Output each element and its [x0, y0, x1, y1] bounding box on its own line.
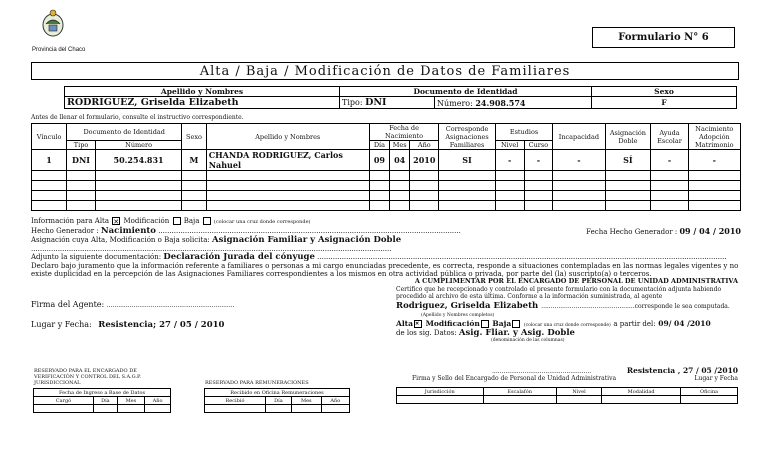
cell-tipo: DNI [67, 150, 96, 171]
col-escalafon: Escalafón [483, 388, 556, 396]
admin-place-date: Resistencia , 27 / 05 /2010 [626, 366, 738, 375]
col-anio: Año [410, 141, 439, 150]
generator-date-label: Fecha Hecho Generador : [586, 227, 678, 236]
form-number: Formulario N° 6 [592, 27, 735, 48]
request-value: Asignación Familiar y Asignación Doble [212, 235, 402, 245]
col-estudios: Estudios [495, 124, 553, 141]
agent-sex: F [592, 97, 737, 109]
info-alta-label: Alta [94, 217, 110, 225]
page-title: Alta / Baja / Modificación de Datos de Familiares [31, 62, 739, 80]
info-section [31, 217, 741, 279]
cell-doble: SÍ [605, 150, 651, 171]
place-label: Lugar y Fecha: [31, 320, 92, 329]
col-mes: Mes [390, 141, 410, 150]
admin-from-label: a partir del: [613, 320, 656, 328]
col-curso: Curso [524, 141, 553, 150]
col-r-mes: Mes [291, 397, 321, 405]
admin-data-label: de los sig. Datos: [396, 328, 457, 337]
reserved-verification: RESERVADO PARA EL ENCARGADO DE VERIFICACIÓN Y CONTROL DEL S.A.G.P. JURISDICCIONAL [34, 368, 141, 386]
agent-doc-number: 24.908.574 [475, 97, 526, 108]
col-jurisdiccion: Jurisdicción [397, 388, 484, 396]
agent-doc-type-label: Tipo: [342, 98, 363, 107]
admin-data-line [396, 327, 738, 338]
col-doble: Asignación Doble [605, 124, 651, 150]
firma-label: Firma del Agente: [31, 300, 105, 309]
agent-name-header: Apellido y Nombres [65, 87, 340, 97]
col-f-mes: Mes [117, 397, 144, 405]
instruction-note: Antes de llenar el formulario, consulte el instructivo correspondiente. [31, 114, 244, 121]
info-prefix: Información para [31, 217, 93, 225]
col-incapacidad: Incapacidad [553, 124, 605, 150]
place-date-value: Resistencia; 27 / 05 / 2010 [98, 320, 225, 330]
alta-checkbox[interactable]: ✕ [113, 218, 120, 226]
generator-label: Hecho Generador : [31, 226, 99, 235]
admin-title: A CUMPLIMENTAR POR EL ENCARGADO DE PERSONAL DE UNIDAD ADMINISTRATIVA [414, 277, 738, 285]
jurisdiccion-table [396, 387, 738, 404]
generator-date: 09 / 04 / 2010 [679, 225, 741, 236]
col-j-nivel: Nivel [556, 388, 601, 396]
cell-nombre: CHANDA RODRIGUEZ, Carlos Nahuel [206, 150, 369, 171]
admin-alta-checkbox[interactable]: ✕ [414, 320, 422, 328]
family-table [31, 123, 741, 211]
cell-numero: 50.254.831 [95, 150, 181, 171]
cell-dia: 09 [369, 150, 389, 171]
info-baja-label: Baja [183, 217, 200, 225]
admin-sig-label: Firma y Sello del Encargado de Personal de Unidad Administrativa [412, 375, 617, 382]
admin-signature: .................................................... Resistencia , 27 / 05 /2010 Firma y Sello del Encargado de Personal de Unidad Administrativa Lugar y Fecha [412, 366, 738, 382]
col-r-anio: Año [321, 397, 349, 405]
col-r-dia: Día [266, 397, 292, 405]
col-asignaciones: Corresponde Asignaciones Familiares [439, 124, 495, 150]
admin-block [396, 278, 738, 345]
col-f-dia: Día [94, 397, 118, 405]
agent-place-date [31, 320, 224, 330]
table-row [32, 191, 741, 201]
cell-asignaciones: SI [439, 150, 495, 171]
cell-incapacidad: - [553, 150, 605, 171]
col-tipo: Tipo [67, 141, 96, 150]
col-vinculo: Vínculo [32, 124, 67, 150]
agent-doc-type: DNI [365, 97, 387, 108]
declaration-text: Declaro bajo juramento que la información referente a familiares o personas a mi cargo enunciadas precedente, es correcta, responde a situaciones contempladas en las normas legales vigentes y no existe duplicidad en la percepción de las Asignaciones Familiares correspondientes a los mismos en otra actividad pública o privada, por parte del (la) suscripto(a) o terceros. [31, 261, 739, 278]
col-ayuda: Ayuda Escolar [651, 124, 688, 150]
attach-label: Adjunto la siguiente documentación: [31, 253, 162, 261]
request-label: Asignación cuya Alta, Modificación o Baja solicita: [31, 236, 210, 244]
admin-name-suffix: corresponde le sea computada. [634, 302, 730, 310]
admin-modificacion-label: Modificación [425, 319, 480, 328]
col-nacimiento: Nacimiento Adopción Matrimonio [688, 124, 740, 150]
admin-data-hint: (denominación de las columnas) [491, 338, 565, 343]
province-seal-icon [40, 8, 66, 40]
col-documento: Documento de Identidad [67, 124, 182, 141]
col-fecha: Fecha de Nacimiento [369, 124, 439, 141]
admin-from-date: 09/ 04 /2010 [658, 319, 711, 328]
admin-name-hint: (Apellido y Nombres completos) [421, 312, 495, 318]
generator-value: Nacimiento [100, 225, 156, 236]
col-apellido: Apellido y Nombres [206, 124, 369, 150]
agent-name: RODRIGUEZ, Griselda Elizabeth [65, 97, 340, 109]
col-oficina: Oficina [681, 388, 738, 396]
fecha-ingreso-header: Fecha de Ingreso a Base de Datos [34, 389, 171, 397]
cell-ayuda: - [651, 150, 688, 171]
admin-data-value: Asig. Fliar. y Asig. Doble [458, 327, 575, 338]
recibido-header: Recibido en Oficina Remuneraciones [205, 389, 350, 397]
cell-curso: - [524, 150, 553, 171]
admin-hint: (colocar una cruz donde corresponde) [523, 323, 611, 328]
table-row [32, 201, 741, 211]
col-f-anio: Año [145, 397, 171, 405]
col-recibio: Recibió [205, 397, 266, 405]
cell-anio: 2010 [410, 150, 439, 171]
admin-name: Rodriguez, Griselda Elizabeth [396, 300, 539, 311]
province-name: Provincia del Chaco [32, 47, 86, 53]
agent-signature: Firma del Agente: ................................................................... [31, 300, 235, 309]
col-dia: Día [369, 141, 389, 150]
verification-table [33, 388, 171, 413]
agent-table [64, 86, 737, 109]
admin-name-line: Rodriguez, Griselda Elizabeth .................................................corresponde le sea computada. [396, 300, 730, 311]
admin-text: Certifico que he recepcionado y controlado el presente formulario con la documentación adjunta habiendo procedido al archivo de esta última. Conforme a la información suministrada, al agente [396, 285, 722, 300]
info-hint: (colocar una cruz donde corresponde) [213, 219, 311, 225]
reserved-remuneraciones: RESERVADO PARA REMUNERACIONES [205, 380, 309, 386]
remuneraciones-table [204, 388, 350, 413]
col-modalidad: Modalidad [602, 388, 681, 396]
table-row [32, 181, 741, 191]
modificacion-checkbox[interactable] [173, 217, 181, 225]
baja-checkbox[interactable] [203, 217, 211, 225]
table-row [32, 171, 741, 181]
generator-line: Hecho Generador : Nacimiento ........................................................................................................................................ Fecha Hecho Generador : 09 / 04 / 2010 [31, 225, 741, 236]
agent-doc-header: Documento de Identidad [340, 87, 592, 97]
cell-sexo: M [182, 150, 207, 171]
col-sexo: Sexo [182, 124, 207, 150]
cell-mes: 04 [390, 150, 410, 171]
admin-alta-label: Alta [396, 319, 413, 328]
col-numero: Número [95, 141, 181, 150]
info-modificacion-label: Modificación [123, 217, 170, 225]
cell-nivel: - [495, 150, 524, 171]
admin-baja-label: Baja [492, 319, 512, 328]
attach-value: Declaración Jurada del cónyuge [163, 252, 315, 262]
cell-vinculo: 1 [32, 150, 67, 171]
agent-sex-header: Sexo [592, 87, 737, 97]
col-cargo: Cargó [34, 397, 94, 405]
request-line: Asignación cuya Alta, Modificación o Baja solicita: Asignación Familiar y Asignación Doble .................................................................................................................................................................. [31, 235, 402, 253]
col-nivel: Nivel [495, 141, 524, 150]
attach-line: Adjunto la siguiente documentación: Declaración Jurada del cónyuge ........................................................................................................................................................................................ [31, 252, 727, 262]
table-row [32, 150, 741, 171]
admin-place-label: Lugar y Fecha [694, 375, 738, 382]
agent-doc-number-label: Número: [437, 98, 473, 108]
cell-nacimiento: - [688, 150, 740, 171]
